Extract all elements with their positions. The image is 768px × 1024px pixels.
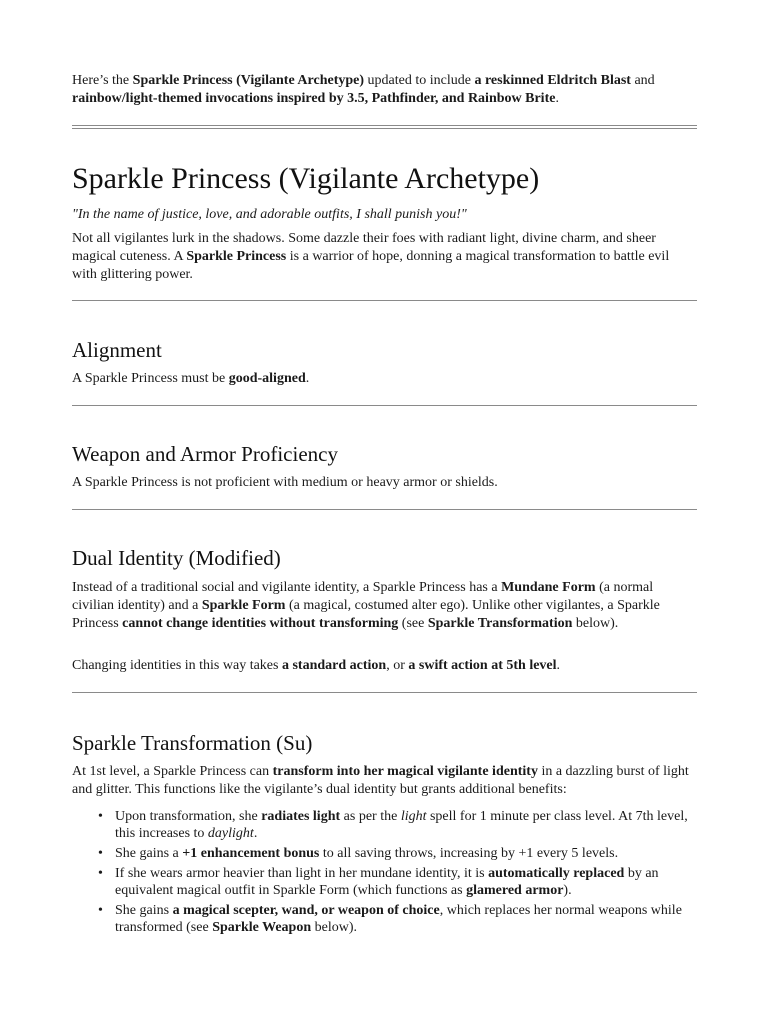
dual-identity-bold: Sparkle Form: [201, 598, 286, 613]
list-item-text: , which replaces her normal weapons while transformed (see: [115, 903, 682, 935]
alignment-paragraph: [72, 370, 697, 388]
dual-identity-text: (a normal civilian identity) and a: [72, 580, 654, 613]
quote-section: [72, 206, 697, 224]
transformation-list-wrap: [72, 808, 697, 939]
list-item-italic: light: [400, 809, 427, 824]
transformation-section: [72, 730, 697, 756]
transformation-text: At 1st level, a Sparkle Princess can: [72, 764, 273, 779]
dual-identity-text: .: [556, 658, 561, 673]
bullet: •: [98, 809, 103, 824]
transformation-bold: transform into her magical vigilante identity: [272, 764, 538, 779]
dual-identity-paragraph-2: [72, 657, 697, 675]
proficiency-paragraph: A Sparkle Princess is not proficient with medium or heavy armor or shields.: [72, 475, 498, 490]
list-item-text: spell for 1 minute per class level. At 7th level, this increases to: [115, 809, 688, 841]
page-title: Sparkle Princess (Vigilante Archetype): [72, 162, 540, 195]
proficiency-section: [72, 441, 697, 467]
intro-bold-archetype: Sparkle Princess (Vigilante Archetype): [132, 73, 365, 88]
dual-identity-paragraph-1: [72, 579, 697, 633]
title-quote: "In the name of justice, love, and adorable outfits, I shall punish you!": [72, 207, 467, 222]
description-text: is a warrior of hope, donning a magical transformation to battle evil with glittering power.: [72, 249, 670, 282]
section-divider: [72, 509, 697, 510]
alignment-section: [72, 337, 697, 363]
list-item: [72, 902, 697, 936]
transformation-list: [72, 808, 697, 936]
list-item-text: She gains a: [115, 846, 183, 861]
list-item-italic: daylight: [207, 826, 254, 841]
list-item: [72, 845, 697, 862]
list-item-text: If she wears armor heavier than light in her mundane identity, it is: [115, 866, 489, 881]
dual-identity-text: Changing identities in this way takes: [72, 658, 282, 673]
list-item-bold: +1 enhancement bonus: [182, 846, 320, 861]
intro-text: Here’s the: [72, 73, 133, 88]
list-item-bold: Sparkle Weapon: [212, 920, 312, 935]
section-divider: [72, 405, 697, 406]
description-section: [72, 230, 697, 284]
list-item-text: as per the: [340, 809, 401, 824]
list-item-bold: a magical scepter, wand, or weapon of choice: [172, 903, 440, 918]
dual-identity-bold: Sparkle Transformation: [427, 616, 573, 631]
section-divider: [72, 692, 697, 693]
alignment-text: .: [305, 371, 310, 386]
list-item-bold: radiates light: [261, 809, 341, 824]
dual-identity-text: below).: [572, 616, 619, 631]
description-text: Not all vigilantes lurk in the shadows. Some dazzle their foes with radiant light, divine charm, and sheer magical cuteness. A: [72, 231, 656, 264]
list-item: [72, 865, 697, 899]
dual-identity-heading: Dual Identity (Modified): [72, 546, 281, 570]
transformation-text: in a dazzling burst of light and glitter. This functions like the vigilante’s dual identity but grants additional benefits:: [72, 764, 689, 797]
list-item-text: to all saving throws, increasing by +1 every 5 levels.: [319, 846, 619, 861]
bullet: •: [98, 866, 103, 881]
transformation-paragraph: [72, 763, 697, 799]
list-item-bold: automatically replaced: [488, 866, 625, 881]
dual-identity-text: (see: [398, 616, 428, 631]
intro-text: updated to include: [364, 73, 475, 88]
intro-text: and: [630, 73, 655, 88]
description-bold: Sparkle Princess: [186, 249, 287, 264]
description-paragraph: [72, 230, 697, 284]
proficiency-body: [72, 474, 697, 492]
list-item-text: .: [253, 826, 258, 841]
list-item-text: by an equivalent magical outfit in Sparkle Form (which functions as: [115, 866, 659, 898]
list-item-text: below).: [311, 920, 358, 935]
list-item-text: Upon transformation, she: [115, 809, 262, 824]
dual-identity-bold: Mundane Form: [501, 580, 596, 595]
dual-identity-text: , or: [386, 658, 409, 673]
alignment-bold: good-aligned: [228, 371, 306, 386]
dual-identity-body: [72, 579, 697, 633]
intro-bold-eldritch-blast: a reskinned Eldritch Blast: [474, 73, 631, 88]
double-divider: [72, 125, 697, 129]
list-item-text: She gains: [115, 903, 173, 918]
dual-identity-text: (a magical, costumed alter ego). Unlike other vigilantes, a Sparkle Princess: [72, 598, 660, 631]
section-divider: [72, 300, 697, 301]
transformation-body: [72, 763, 697, 799]
alignment-body: [72, 370, 697, 388]
dual-identity-text: Instead of a traditional social and vigilante identity, a Sparkle Princess has a: [72, 580, 502, 595]
intro-section: [72, 72, 697, 108]
dual-identity-bold: a swift action at 5th level: [408, 658, 557, 673]
transformation-heading: Sparkle Transformation (Su): [72, 731, 313, 755]
list-item-bold: glamered armor: [466, 883, 564, 898]
dual-identity-bold: a standard action: [281, 658, 387, 673]
intro-text: .: [555, 91, 559, 106]
bullet: •: [98, 846, 103, 861]
proficiency-heading: Weapon and Armor Proficiency: [72, 442, 338, 466]
intro-paragraph: [72, 72, 697, 108]
title-section: [72, 162, 697, 196]
list-item: [72, 808, 697, 842]
bullet: •: [98, 903, 103, 918]
list-item-text: ).: [563, 883, 572, 898]
dual-identity-body-2: [72, 657, 697, 675]
alignment-text: A Sparkle Princess must be: [72, 371, 229, 386]
dual-identity-bold: cannot change identities without transforming: [122, 616, 399, 631]
intro-bold-invocations: rainbow/light-themed invocations inspired by 3.5, Pathfinder, and Rainbow Brite: [72, 91, 556, 106]
alignment-heading: Alignment: [72, 338, 162, 362]
dual-identity-section: [72, 545, 697, 571]
